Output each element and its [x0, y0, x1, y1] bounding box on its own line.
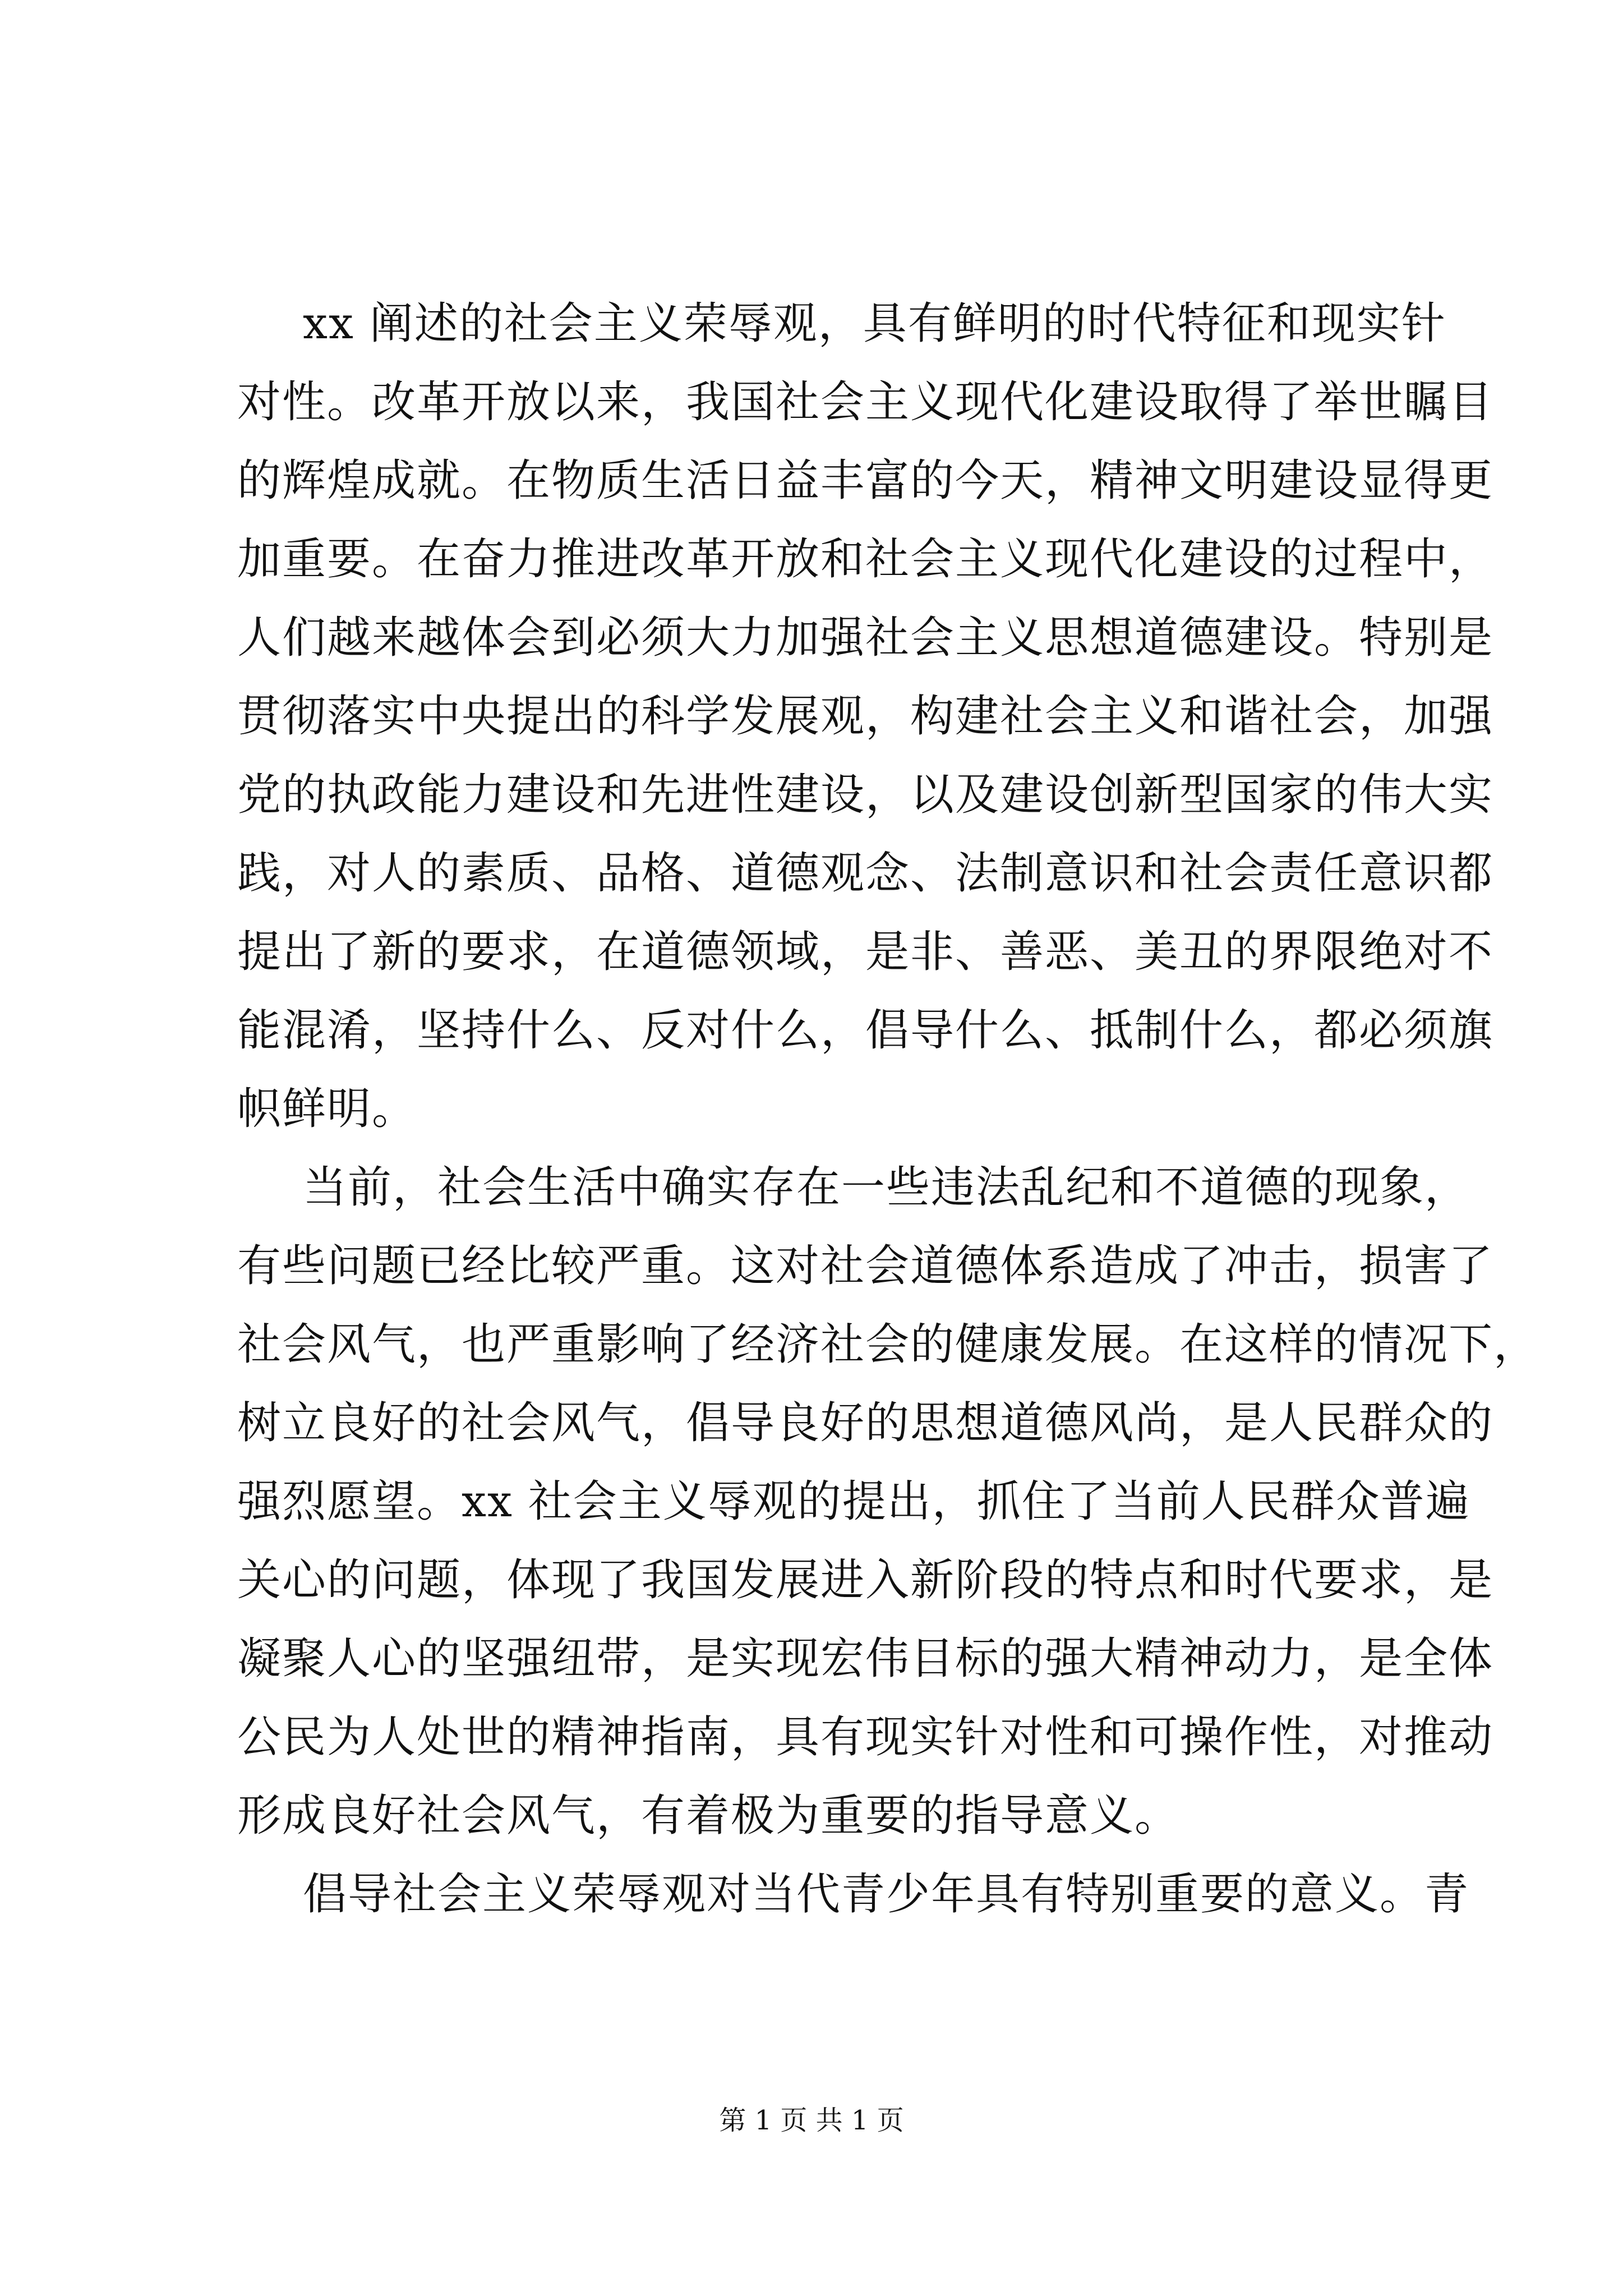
paragraph-3-line-1: 倡导社会主义荣辱观对当代青少年具有特别重要的意义。青: [303, 1869, 1470, 1920]
paragraph-2-line-9: 形成良好社会风气，有着极为重要的指导意义。: [237, 1791, 1180, 1841]
paragraph-1-line-5: 人们越来越体会到必须大力加强社会主义思想道德建设。特别是: [237, 613, 1494, 663]
paragraph-2-line-6: 关心的问题，体现了我国发展进入新阶段的特点和时代要求，是: [237, 1555, 1494, 1605]
paragraph-2-line-2: 有些问题已经比较严重。这对社会道德体系造成了冲击，损害了: [237, 1241, 1494, 1291]
paragraph-1-line-10: 能混淆，坚持什么、反对什么，倡导什么、抵制什么，都必须旗: [237, 1005, 1494, 1056]
paragraph-2-line-8: 公民为人处世的精神指南，具有现实针对性和可操作性，对推动: [237, 1712, 1494, 1763]
paragraph-1-line-3: 的辉煌成就。在物质生活日益丰富的今天，精神文明建设显得更: [237, 455, 1494, 506]
paragraph-2-line-3: 社会风气，也严重影响了经济社会的健康发展。在这样的情况下，: [237, 1319, 1539, 1370]
paragraph-1-line-2: 对性。改革开放以来，我国社会主义现代化建设取得了举世瞩目: [237, 377, 1494, 427]
paragraph-2-line-4: 树立良好的社会风气，倡导良好的思想道德风尚，是人民群众的: [237, 1398, 1494, 1448]
paragraph-1-line-7: 党的执政能力建设和先进性建设，以及建设创新型国家的伟大实: [237, 770, 1494, 820]
paragraph-1-line-6: 贯彻落实中央提出的科学发展观，构建社会主义和谐社会，加强: [237, 691, 1494, 742]
paragraph-2-line-1: 当前，社会生活中确实存在一些违法乱纪和不道德的现象，: [303, 1162, 1470, 1213]
paragraph-2-line-7: 凝聚人心的坚强纽带，是实现宏伟目标的强大精神动力，是全体: [237, 1634, 1494, 1684]
paragraph-1-line-8: 践，对人的素质、品格、道德观念、法制意识和社会责任意识都: [237, 848, 1494, 899]
paragraph-2-line-5: 强烈愿望。xx 社会主义辱观的提出，抓住了当前人民群众普遍: [237, 1476, 1470, 1527]
paragraph-1-line-9: 提出了新的要求，在道德领域，是非、善恶、美丑的界限绝对不: [237, 927, 1494, 977]
paragraph-1-line-1: xx 阐述的社会主义荣辱观，具有鲜明的时代特征和现实针: [303, 298, 1446, 349]
page-number-footer: 第 1 页 共 1 页: [719, 2105, 904, 2136]
paragraph-1-line-4: 加重要。在奋力推进改革开放和社会主义现代化建设的过程中，: [237, 534, 1494, 585]
paragraph-1-line-11: 帜鲜明。: [237, 1084, 417, 1134]
